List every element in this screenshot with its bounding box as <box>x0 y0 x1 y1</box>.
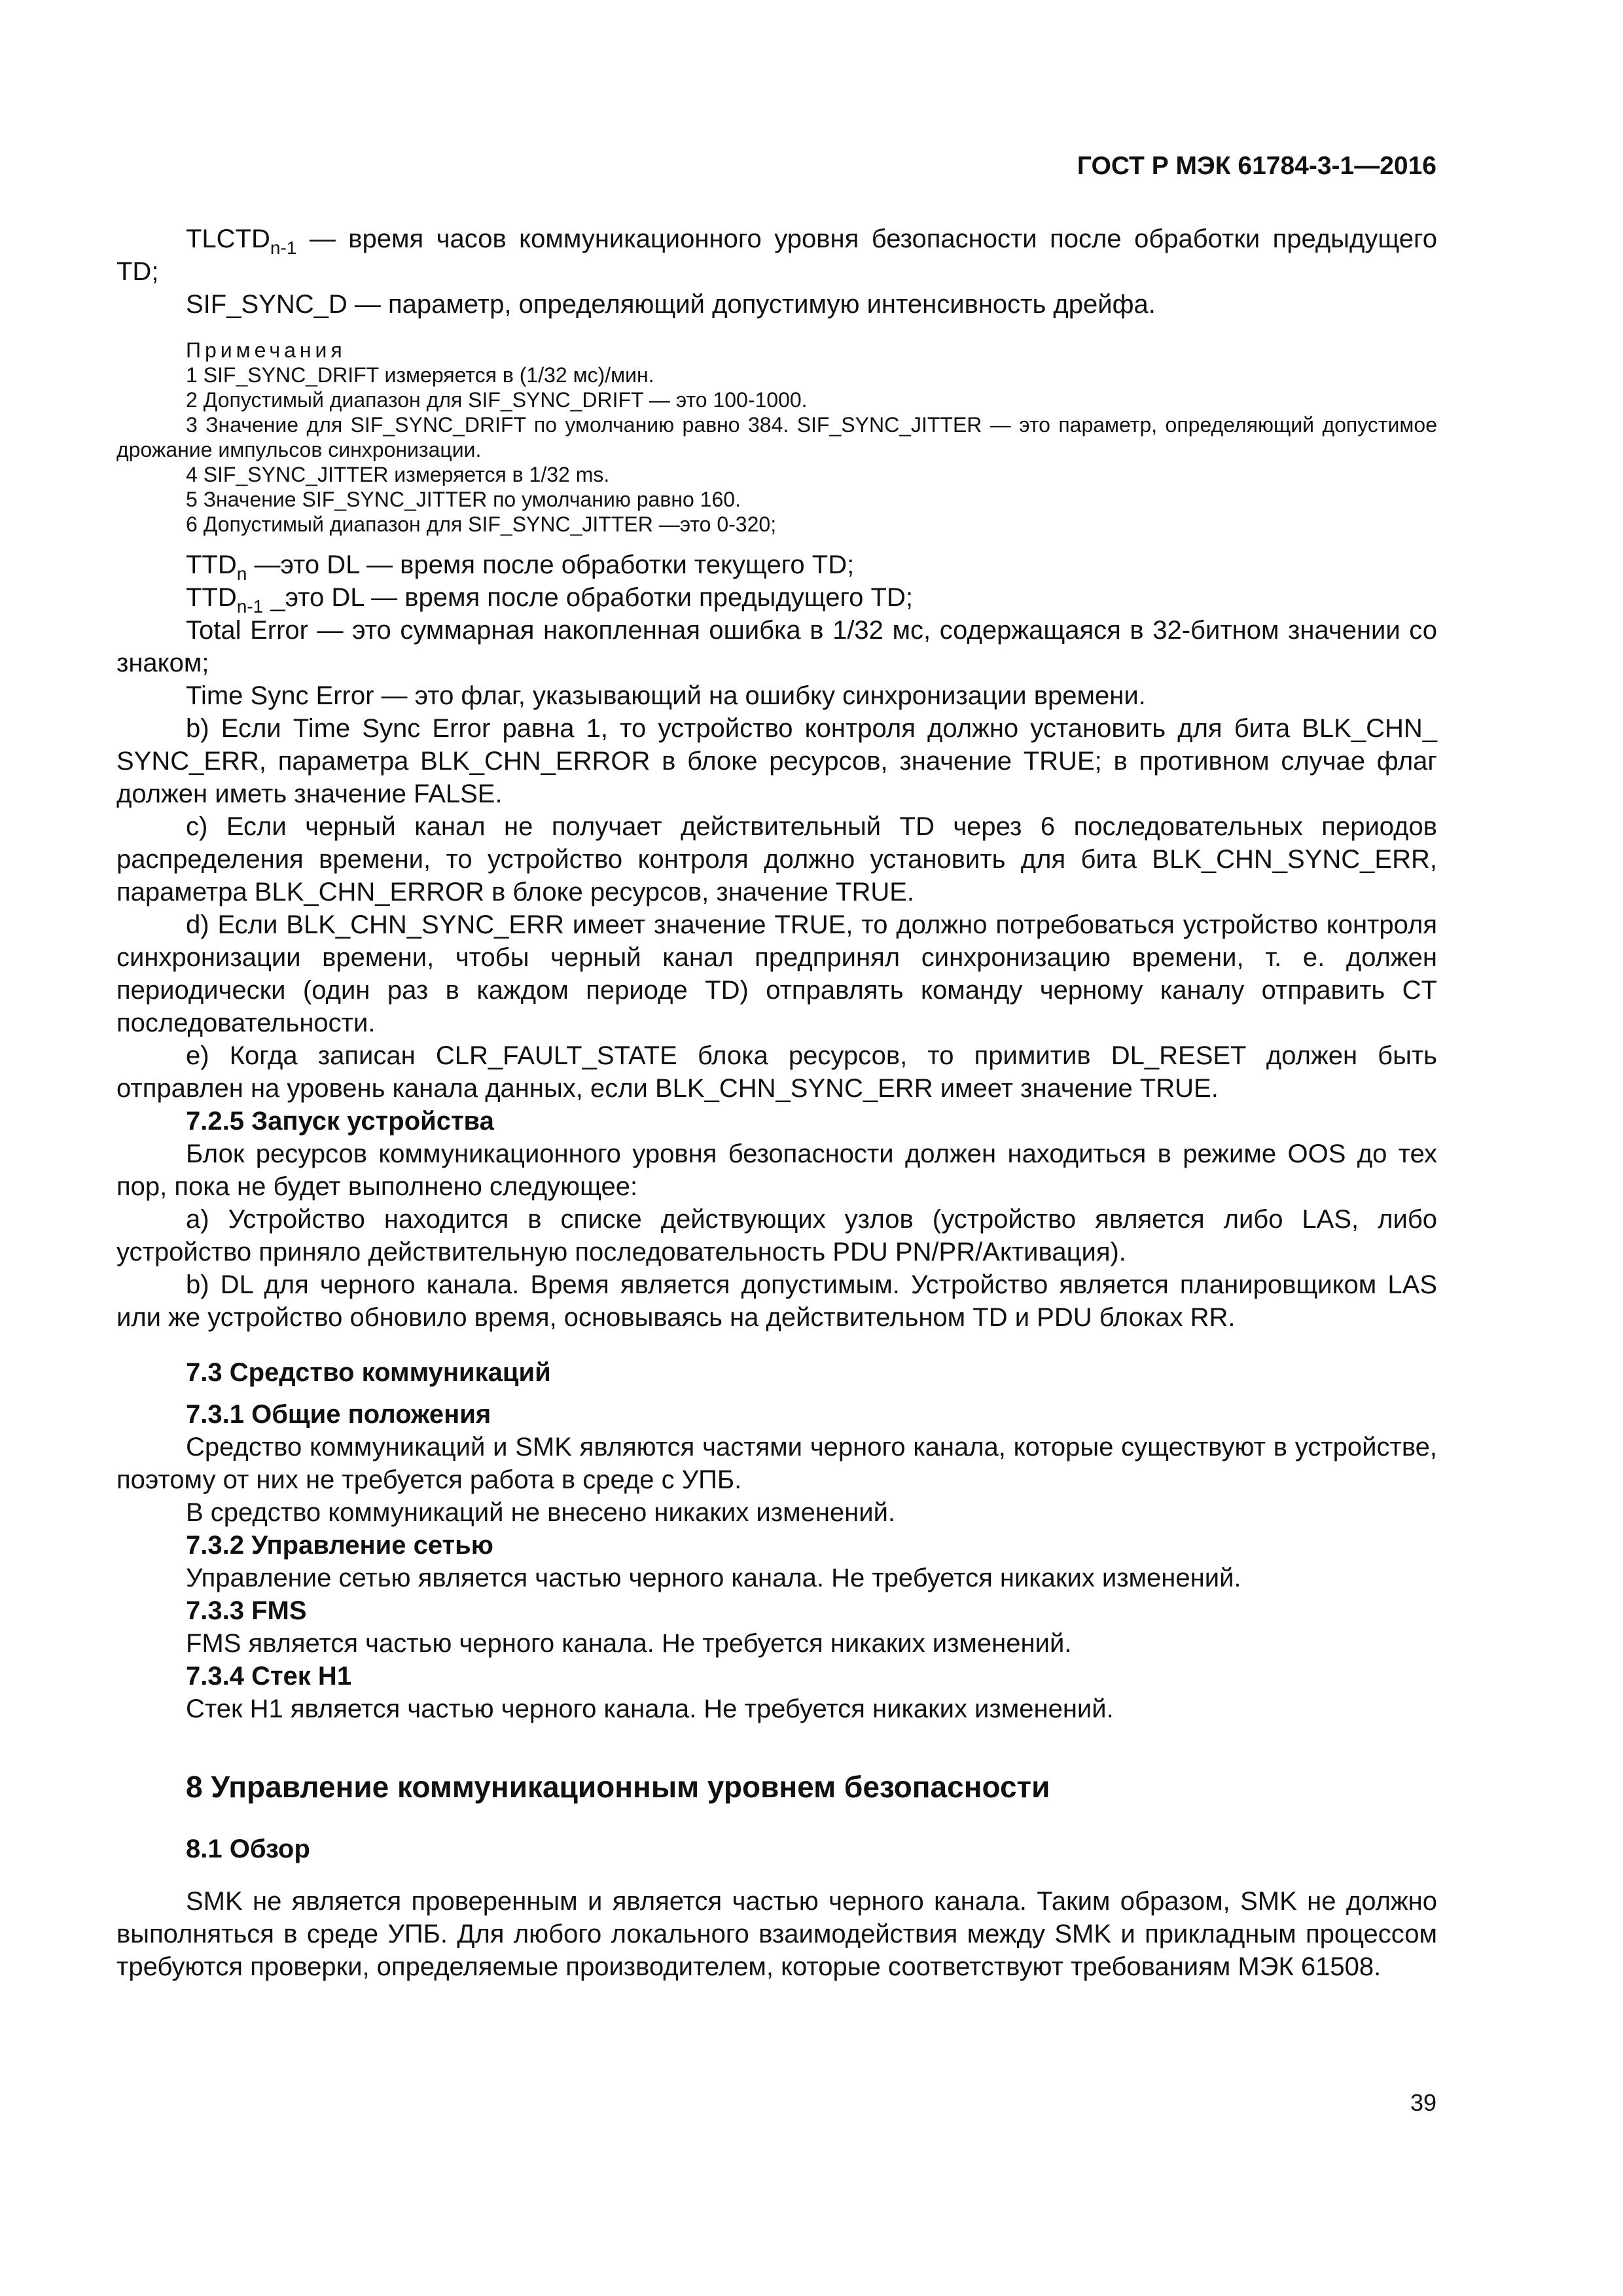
paragraph: SMK не является проверенным и является частью черного канала. Таким образом, SMK не должно выполняться в среде УПБ. Для любого локального взаимодействия между SMK и прикладным процессом требуются проверки, определяемые производителем, которые соответствуют требованиям МЭК 61508. <box>116 1887 1438 1981</box>
note-item: 4 SIF_SYNC_JITTER измеряется в 1/32 ms. <box>186 463 610 486</box>
definition-ttd-n-1: $TTD_{n-1}$ _это DL — время после обработки предыдущего TD; <box>186 583 913 617</box>
notes-title: Примечания <box>186 338 346 362</box>
section-heading-7-2-5: 7.2.5 Запуск устройства <box>186 1107 494 1136</box>
definition-tlctd: $TLCTD_{n-1}$ — время часов коммуникационного уровня безопасности после обработки предыдущего TD; <box>116 224 1437 286</box>
paragraph: b) Если Time Sync Error равна 1, то устройство контроля должно установить для бита BLK_CHN_ SYNC_ERR, параметра BLK_CHN_ERROR в блоке ресурсов, значение TRUE; в противном случае флаг должен иметь значение FALSE. <box>116 714 1437 808</box>
section-heading-7-3-3: 7.3.3 FMS <box>186 1596 307 1625</box>
definition-sif-sync-d: SIF_SYNC_D — параметр, определяющий допустимую интенсивность дрейфа. <box>186 290 1156 319</box>
chapter-heading-8: 8 Управление коммуникационным уровнем безопасности <box>186 1770 1050 1804</box>
document-header: ГОСТ Р МЭК 61784-3-1—2016 <box>1077 152 1436 180</box>
paragraph: Total Error — это суммарная накопленная ошибка в 1/32 мс, содержащаяся в 32-битном значении со знаком; <box>116 616 1437 677</box>
paragraph: Управление сетью является частью черного канала. Не требуется никаких изменений. <box>186 1564 1241 1592</box>
paragraph: c) Если черный канал не получает действительный TD через 6 последовательных периодов распределения времени, то устройство контроля должно установить для бита BLK_CHN_SYNC_ERR, параметра BLK_CHN_ERROR в блоке ресурсов, значение TRUE. <box>116 812 1437 906</box>
note-item: 6 Допустимый диапазон для SIF_SYNC_JITTER —это 0-320; <box>186 512 777 536</box>
section-heading-8-1: 8.1 Обзор <box>186 1835 310 1863</box>
section-heading-7-3: 7.3 Средство коммуникаций <box>186 1358 551 1387</box>
paragraph: Стек H1 является частью черного канала. Не требуется никаких изменений. <box>186 1695 1114 1723</box>
paragraph: a) Устройство находится в списке действующих узлов (устройство является либо LAS, либо устройство приняло действительную последовательность PDU PN/PR/Активация). <box>116 1205 1437 1266</box>
paragraph: d) Если BLK_CHN_SYNC_ERR имеет значение TRUE, то должно потребоваться устройство контроля синхронизации времени, чтобы черный канал предпринял синхронизацию времени, т. е. должен периодически (один раз в каждом периоде TD) отправлять команду черному каналу отправить CT последовательности. <box>116 910 1437 1037</box>
section-heading-7-3-2: 7.3.2 Управление сетью <box>186 1531 493 1560</box>
paragraph: Time Sync Error — это флаг, указывающий на ошибку синхронизации времени. <box>186 681 1146 710</box>
paragraph: e) Когда записан CLR_FAULT_STATE блока ресурсов, то примитив DL_RESET должен быть отправлен на уровень канала данных, если BLK_CHN_SYNC_ERR имеет значение TRUE. <box>116 1041 1437 1103</box>
paragraph: В средство коммуникаций не внесено никаких изменений. <box>186 1498 896 1527</box>
definition-ttd-n: $TTD_n$ —это DL — время после обработки текущего TD; <box>186 550 855 584</box>
page-number: 39 <box>1410 2089 1436 2116</box>
section-heading-7-3-1: 7.3.1 Общие положения <box>186 1400 491 1429</box>
note-item: 1 SIF_SYNC_DRIFT измеряется в (1/32 мс)/мин. <box>186 363 654 387</box>
section-heading-7-3-4: 7.3.4 Стек H1 <box>186 1662 352 1691</box>
document-body <box>116 223 1437 1983</box>
paragraph: FMS является частью черного канала. Не требуется никаких изменений. <box>186 1629 1072 1658</box>
paragraph: b) DL для черного канала. Время является допустимым. Устройство является планировщиком LAS или же устройство обновило время, основываясь на действительном TD и PDU блоках RR. <box>116 1270 1437 1332</box>
note-item: 3 Значение для SIF_SYNC_DRIFT по умолчанию равно 384. SIF_SYNC_JITTER — это параметр, определяющий допустимое дрожание импульсов синхронизации. <box>116 413 1437 461</box>
paragraph: Блок ресурсов коммуникационного уровня безопасности должен находиться в режиме OOS до тех пор, пока не будет выполнено следующее: <box>116 1139 1437 1201</box>
paragraph: Средство коммуникаций и SMK являются частями черного канала, которые существуют в устройстве, поэтому от них не требуется работа в среде с УПБ. <box>116 1433 1437 1494</box>
note-item: 2 Допустимый диапазон для SIF_SYNC_DRIFT — это 100-1000. <box>186 388 808 412</box>
note-item: 5 Значение SIF_SYNC_JITTER по умолчанию равно 160. <box>186 488 741 511</box>
